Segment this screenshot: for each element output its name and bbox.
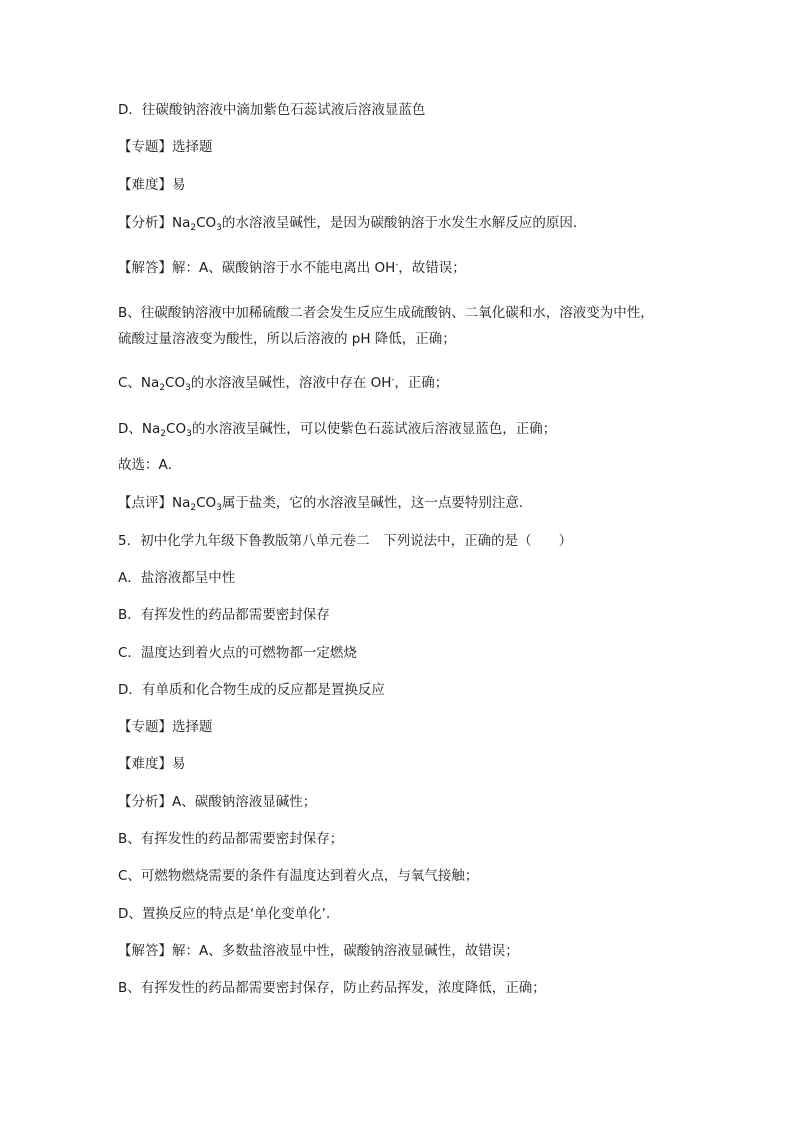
- answer-line-b-2: B、有挥发性的药品都需要密封保存，防止药品挥发，浓度降低，正确；: [118, 980, 546, 996]
- answer-line-b2: 硫酸过量溶液变为酸性，所以后溶液的 pH 降低，正确；: [118, 331, 456, 347]
- analysis-line-d: D、置换反应的特点是‘单化变单化’．: [118, 906, 340, 922]
- answer-line-a: 【解答】解：A、碳酸钠溶于水不能电离出 OH-，故错误；: [118, 260, 466, 276]
- difficulty-label-2: 【难度】易: [118, 756, 186, 772]
- option-c: C．温度达到着火点的可燃物都一定燃烧: [118, 645, 357, 661]
- analysis-line: 【分析】$Na_2CO_3$的水溶液呈碱性，是因为碳酸钠溶于水发生水解反应的原因．: [118, 215, 587, 233]
- answer-line-c: C、$Na_2CO_3$的水溶液呈碱性，溶液中存在 OH-，正确；: [118, 375, 449, 393]
- analysis-line-a: 【分析】A、碳酸钠溶液显碱性；: [118, 794, 317, 810]
- answer-line-d: D、$Na_2CO_3$的水溶液呈碱性，可以使紫色石蕊试液后溶液显蓝色，正确；: [118, 421, 557, 439]
- option-d: D．有单质和化合物生成的反应都是置换反应: [118, 682, 385, 698]
- difficulty-label: 【难度】易: [118, 177, 186, 193]
- option-b: B．有挥发性的药品都需要密封保存: [118, 607, 330, 623]
- topic-label: 【专题】选择题: [118, 139, 213, 155]
- selection-line: 故选：A．: [118, 457, 182, 473]
- option-a: A．盐溶液都呈中性: [118, 570, 236, 586]
- question-5: 5．初中化学九年级下鲁教版第八单元卷二 下列说法中，正确的是（ ）: [118, 533, 573, 549]
- answer-line-a-2: 【解答】解：A、多数盐溶液显中性，碳酸钠溶液显碱性，故错误；: [118, 943, 519, 959]
- comment-line: 【点评】$Na_2CO_3$属于盐类，它的水溶液呈碱性，这一点要特别注意．: [118, 495, 533, 513]
- option-d-prev: D．往碳酸钠溶液中滴加紫色石蕊试液后溶液显蓝色: [118, 102, 426, 118]
- analysis-line-c: C、可燃物燃烧需要的条件有温度达到着火点，与氧气接触；: [118, 868, 479, 884]
- analysis-line-b: B、有挥发性的药品都需要密封保存；: [118, 831, 344, 847]
- answer-line-b1: B、往碳酸钠溶液中加稀硫酸二者会发生反应生成硫酸钠、二氧化碳和水，溶液变为中性，: [118, 305, 654, 321]
- topic-label-2: 【专题】选择题: [118, 719, 213, 735]
